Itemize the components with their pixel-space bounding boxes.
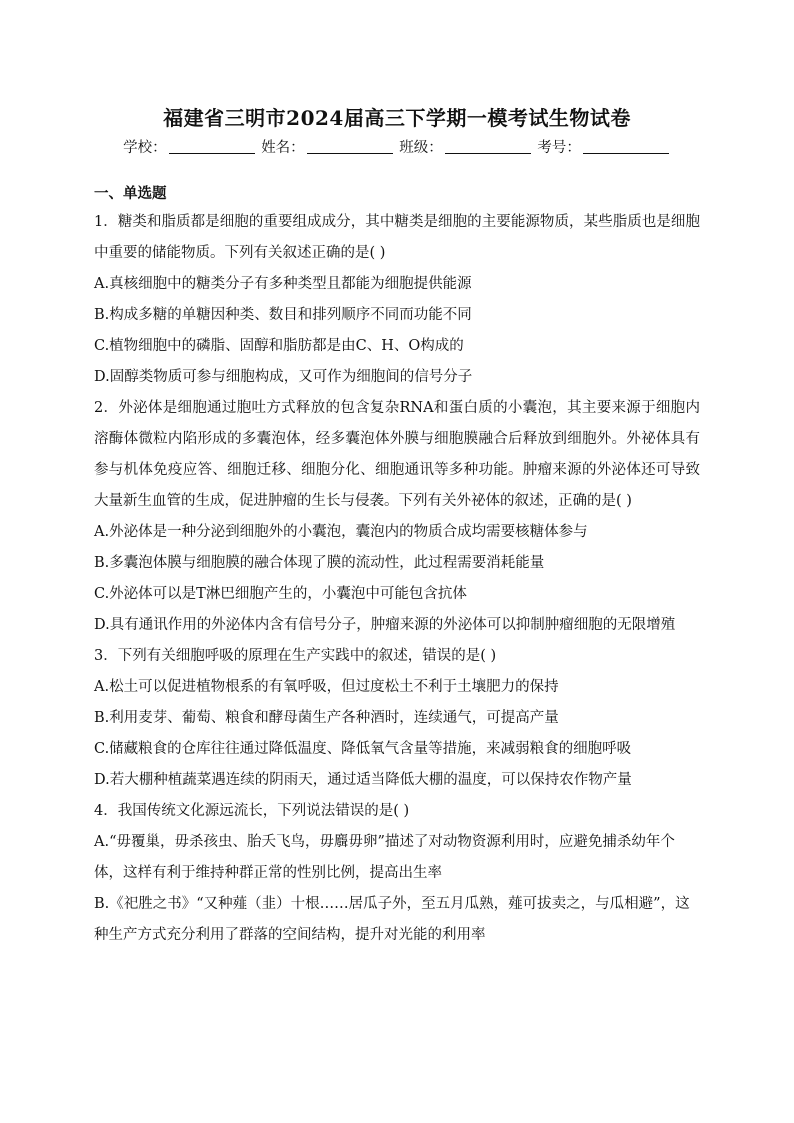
question-4 — [94, 796, 700, 951]
option-b: B.利用麦芽、葡萄、粮食和酵母菌生产各种酒时，连续通气，可提高产量 — [94, 710, 559, 726]
question-2 — [94, 393, 700, 641]
student-info-line — [0, 136, 794, 157]
school-blank — [169, 139, 255, 154]
question-1 — [94, 207, 700, 393]
option-a: A.“毋覆巢，毋杀孩虫、胎夭飞鸟，毋麛毋卵”描述了对动物资源利用时，应避免捕杀幼年个体，这样有利于维持种群正常的性别比例，提高出生率 — [94, 834, 675, 881]
option-d: D.若大棚种植蔬菜遇连续的阴雨天，通过适当降低大棚的温度，可以保持农作物产量 — [94, 772, 632, 788]
option-d: D.固醇类物质可参与细胞构成，又可作为细胞间的信号分子 — [94, 369, 473, 385]
question-stem: 1．糖类和脂质都是细胞的重要组成成分，其中糖类是细胞的主要能源物质，某些脂质也是细胞中重要的储能物质。下列有关叙述正确的是( ) — [94, 214, 700, 261]
question-3 — [94, 641, 700, 796]
option-d: D.具有通讯作用的外泌体内含有信号分子，肿瘤来源的外泌体可以抑制肿瘤细胞的无限增殖 — [94, 617, 676, 633]
exam-content — [94, 180, 700, 951]
question-stem: 2．外泌体是细胞通过胞吐方式释放的包含复杂RNA和蛋白质的小囊泡，其主要来源于细胞内溶酶体微粒内陷形成的多囊泡体，经多囊泡体外膜与细胞膜融合后释放到细胞外。外祕体具有参与机体免疫应答、细胞迁移、细胞分化、细胞通讯等多种功能。肿瘤来源的外泌体还可导致大量新生血管的生成，促进肿瘤的生长与侵袭。下列有关外祕体的叙述，正确的是( ) — [94, 400, 700, 509]
exam-number-blank — [583, 139, 669, 154]
name-blank — [307, 139, 393, 154]
class-label: 班级： — [399, 140, 443, 156]
option-a: A.真核细胞中的糖类分子有多种类型且都能为细胞提供能源 — [94, 276, 472, 292]
name-label: 姓名： — [261, 140, 305, 156]
option-c: C.外泌体可以是T淋巴细胞产生的，小囊泡中可能包含抗体 — [94, 586, 467, 602]
school-label: 学校： — [123, 140, 167, 156]
option-a: A.松土可以促进植物根系的有氧呼吸，但过度松土不利于土壤肥力的保持 — [94, 679, 559, 695]
option-c: C.植物细胞中的磷脂、固醇和脂肪都是由C、H、O构成的 — [94, 338, 464, 354]
option-b: B.多囊泡体膜与细胞膜的融合体现了膜的流动性，此过程需要消耗能量 — [94, 555, 545, 571]
question-stem: 4．我国传统文化源远流长，下列说法错误的是( ) — [94, 803, 410, 819]
option-a: A.外泌体是一种分泌到细胞外的小囊泡，囊泡内的物质合成均需要核糖体参与 — [94, 524, 588, 540]
exam-number-label: 考号： — [537, 140, 581, 156]
option-c: C.储藏粮食的仓库往往通过降低温度、降低氧气含量等措施，来减弱粮食的细胞呼吸 — [94, 741, 632, 757]
exam-title: 福建省三明市2024届高三下学期一模考试生物试卷 — [163, 106, 631, 130]
question-stem: 3．下列有关细胞呼吸的原理在生产实践中的叙述，错误的是( ) — [94, 648, 497, 664]
class-blank — [445, 139, 531, 154]
option-b: B.《祀胜之书》“又种薤（韭）十根……居瓜子外，至五月瓜熟，薤可拔卖之，与瓜相避”，这种生产方式充分利用了群落的空间结构，提升对光能的利用率 — [94, 896, 690, 943]
option-b: B.构成多糖的单糖因种类、数目和排列顺序不同而功能不同 — [94, 307, 472, 323]
section-heading: 一、单选题 — [94, 185, 167, 202]
